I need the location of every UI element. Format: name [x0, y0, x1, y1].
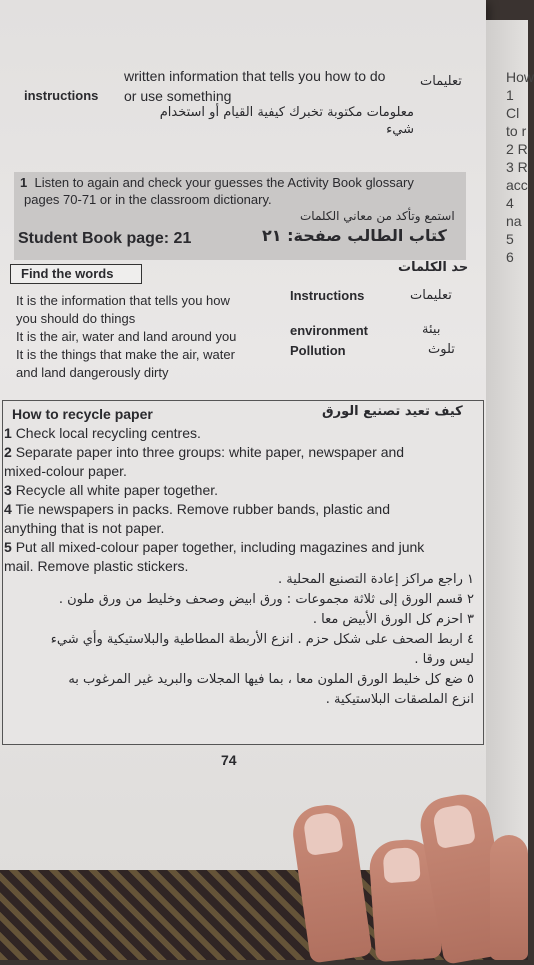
recycle-ar-steps	[4, 570, 474, 710]
definition-2: It is the air, water and land around you	[16, 329, 237, 344]
next-page-text: 3 R	[506, 159, 528, 175]
next-page-text: How	[506, 69, 534, 85]
exercise-ar-text: استمع وتأكد من معاني الكلمات	[300, 209, 455, 223]
glossary-definition: written information that tells you how to do or use something	[124, 68, 386, 104]
find-words-label: Find the words	[10, 264, 142, 284]
fingernail	[303, 811, 344, 856]
term-3-ar: تلوث	[428, 342, 455, 357]
term-3: Pollution	[290, 343, 346, 358]
recycle-ar-line: ٢ قسم الورق إلى ثلاثة مجموعات : ورق ابيض وصحف وخليط من ورق ملون .	[58, 592, 474, 607]
next-page-text: to r	[506, 123, 527, 139]
recycle-ar-line: ٣ احزم كل الورق الأبيض معا .	[312, 612, 474, 627]
student-book-label: Student Book page: 21	[18, 230, 192, 247]
next-page-edge	[486, 20, 534, 880]
recycle-ar-line: ٥ ضع كل خليط الورق الملون معا ، بما فيها المجلات والبريد غير المرغوب به	[68, 672, 474, 687]
term-2: environment	[290, 323, 369, 338]
glossary-ar-definition: معلومات مكتوبة تخبرك كيفية القيام أو استخدام شيء	[159, 105, 414, 137]
next-page-text: 2 R	[506, 141, 528, 157]
next-page-text: na	[506, 213, 522, 229]
definition-1: It is the information that tells you how you should do things	[16, 293, 230, 326]
recycle-step: 4 Tie newspapers in packs. Remove rubber bands, plastic and anything that is not paper.	[4, 501, 391, 536]
next-page-text: 5	[506, 231, 514, 247]
recycle-step: 5 Put all mixed-colour paper together, including magazines and junk mail. Remove plastic stickers.	[4, 539, 425, 574]
definition-3: It is the things that make the air, water and land dangerously dirty	[16, 347, 235, 380]
next-page-text: acc	[506, 177, 528, 193]
recycle-ar-line: انزع الملصقات البلاستيكية .	[325, 692, 474, 707]
next-page-text: 1 Cl	[506, 87, 520, 121]
term-2-ar: بيئة	[422, 322, 441, 337]
glossary-term: instructions	[24, 88, 99, 103]
recycle-ar-line: ٤ اربط الصحف على شكل حزم . انزع الأربطة المطاطية والبلاستيكية وأي شيء	[50, 632, 474, 647]
next-page-text: 4	[506, 195, 514, 211]
glossary-ar-term: تعليمات	[420, 74, 462, 89]
exercise-instruction: 1 Listen to again and check your guesses the Activity Book glossary pages 70-71 or in the classroom dictionary.	[20, 175, 414, 207]
recycle-step: 1 Check local recycling centres.	[4, 425, 201, 441]
next-page-text: 6	[506, 249, 514, 265]
fingernail	[382, 847, 420, 883]
recycle-ar-line: ١ راجع مراكز إعادة التصنيع المحلية .	[277, 572, 474, 587]
recycle-step: 2 Separate paper into three groups: white paper, newspaper and mixed-colour paper.	[4, 444, 405, 479]
recycle-ar-title: كيف تعيد تصنيع الورق	[322, 404, 463, 419]
fingernail	[432, 803, 476, 849]
recycle-step: 3 Recycle all white paper together.	[4, 482, 219, 498]
term-1: Instructions	[290, 288, 365, 303]
page-number: 74	[221, 752, 237, 768]
find-words-ar-label: حد الكلمات	[398, 260, 469, 275]
finger-4	[490, 835, 528, 960]
term-1-ar: تعليمات	[410, 288, 452, 303]
recycle-title: How to recycle paper	[12, 406, 153, 422]
recycle-ar-line: ليس ورقا .	[414, 652, 474, 667]
student-book-ar-label: كتاب الطالب صفحة: ٢١	[262, 226, 447, 245]
recycle-steps	[4, 424, 480, 576]
